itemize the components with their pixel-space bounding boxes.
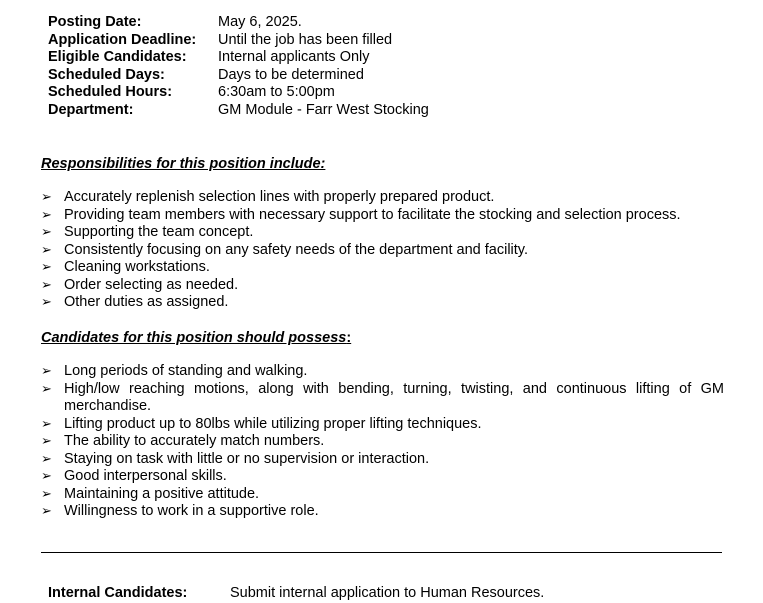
- info-label: Department:: [48, 101, 134, 118]
- info-label: Eligible Candidates:: [48, 49, 187, 65]
- list-item: [41, 259, 724, 277]
- info-value: Internal applicants Only: [218, 49, 370, 65]
- arrowhead-bullet-icon: ➢: [41, 504, 52, 519]
- list-item: [41, 189, 724, 207]
- arrowhead-bullet-icon: ➢: [41, 434, 52, 449]
- list-item: [41, 433, 724, 451]
- info-row-eligible-candidates: [48, 49, 429, 67]
- list-item-text: Good interpersonal skills.: [64, 468, 227, 484]
- list-item: [41, 468, 724, 486]
- list-item: [41, 486, 724, 504]
- info-row-posting-date: [48, 14, 429, 32]
- arrowhead-bullet-icon: ➢: [41, 242, 52, 258]
- arrowhead-bullet-icon: ➢: [41, 260, 52, 275]
- arrowhead-bullet-icon: ➢: [41, 295, 52, 310]
- footer-value: Submit internal application to Human Resources.: [230, 585, 545, 601]
- arrowhead-bullet-icon: ➢: [41, 451, 52, 467]
- arrowhead-bullet-icon: ➢: [41, 416, 52, 432]
- arrowhead-bullet-icon: ➢: [41, 486, 52, 502]
- info-label: Application Deadline:: [48, 31, 197, 48]
- arrowhead-bullet-icon: ➢: [41, 364, 52, 379]
- list-item: [41, 363, 724, 381]
- list-item-text: Long periods of standing and walking.: [64, 363, 308, 379]
- list-item: [41, 294, 724, 312]
- candidates-heading-text: Candidates for this position should possess: [41, 330, 347, 346]
- responsibilities-list: [41, 189, 724, 312]
- info-value: 6:30am to 5:00pm: [218, 84, 335, 100]
- candidates-heading-colon: :: [346, 330, 352, 346]
- list-item: [41, 451, 724, 469]
- list-item-text: Accurately replenish selection lines with properly prepared product.: [64, 189, 495, 205]
- responsibilities-heading: [41, 155, 325, 173]
- info-row-scheduled-days: [48, 67, 429, 85]
- list-item-text: Other duties as assigned.: [64, 294, 229, 310]
- list-item-text: Providing team members with necessary support to facilitate the stocking and selection process.: [64, 206, 681, 223]
- list-item: [41, 207, 724, 225]
- info-row-scheduled-hours: [48, 84, 429, 102]
- arrowhead-bullet-icon: ➢: [41, 225, 52, 240]
- info-row-application-deadline: [48, 32, 429, 50]
- list-item-text: Consistently focusing on any safety needs of the department and facility.: [64, 241, 528, 258]
- list-item-text: Maintaining a positive attitude.: [64, 485, 260, 502]
- job-info-table: [48, 14, 429, 119]
- info-row-department: [48, 102, 429, 120]
- info-value: Until the job has been filled: [218, 31, 393, 48]
- horizontal-divider: [41, 552, 722, 553]
- list-item-text: Willingness to work in a supportive role.: [64, 503, 319, 519]
- list-item-text: Order selecting as needed.: [64, 276, 239, 293]
- list-item: [41, 416, 724, 434]
- info-value: Days to be determined: [218, 66, 364, 83]
- info-value: May 6, 2025.: [218, 14, 302, 30]
- list-item-text: High/low reaching motions, along with bending, turning, twisting, and continuous lifting of GM merchandise.: [64, 380, 724, 414]
- list-item-text: Staying on task with little or no supervision or interaction.: [64, 450, 430, 467]
- info-value: GM Module - Farr West Stocking: [218, 101, 429, 118]
- list-item: [41, 277, 724, 295]
- list-item-text: Lifting product up to 80lbs while utilizing proper lifting techniques.: [64, 415, 482, 432]
- candidates-list: [41, 363, 724, 521]
- info-label: Scheduled Hours:: [48, 84, 173, 100]
- footer-label: Internal Candidates:: [48, 585, 188, 601]
- list-item: [41, 503, 724, 521]
- list-item-text: The ability to accurately match numbers.: [64, 433, 325, 449]
- list-item-text: Cleaning workstations.: [64, 259, 210, 275]
- list-item: [41, 224, 724, 242]
- candidates-heading: [41, 329, 351, 347]
- info-label: Scheduled Days:: [48, 66, 165, 83]
- arrowhead-bullet-icon: ➢: [41, 207, 52, 223]
- list-item: [41, 381, 724, 416]
- responsibilities-heading-text: Responsibilities for this position include:: [41, 156, 326, 172]
- arrowhead-bullet-icon: ➢: [41, 469, 52, 484]
- list-item-text: Supporting the team concept.: [64, 224, 254, 240]
- arrowhead-bullet-icon: ➢: [41, 277, 52, 293]
- arrowhead-bullet-icon: ➢: [41, 381, 52, 397]
- info-label: Posting Date:: [48, 14, 142, 30]
- list-item: [41, 242, 724, 260]
- arrowhead-bullet-icon: ➢: [41, 190, 52, 205]
